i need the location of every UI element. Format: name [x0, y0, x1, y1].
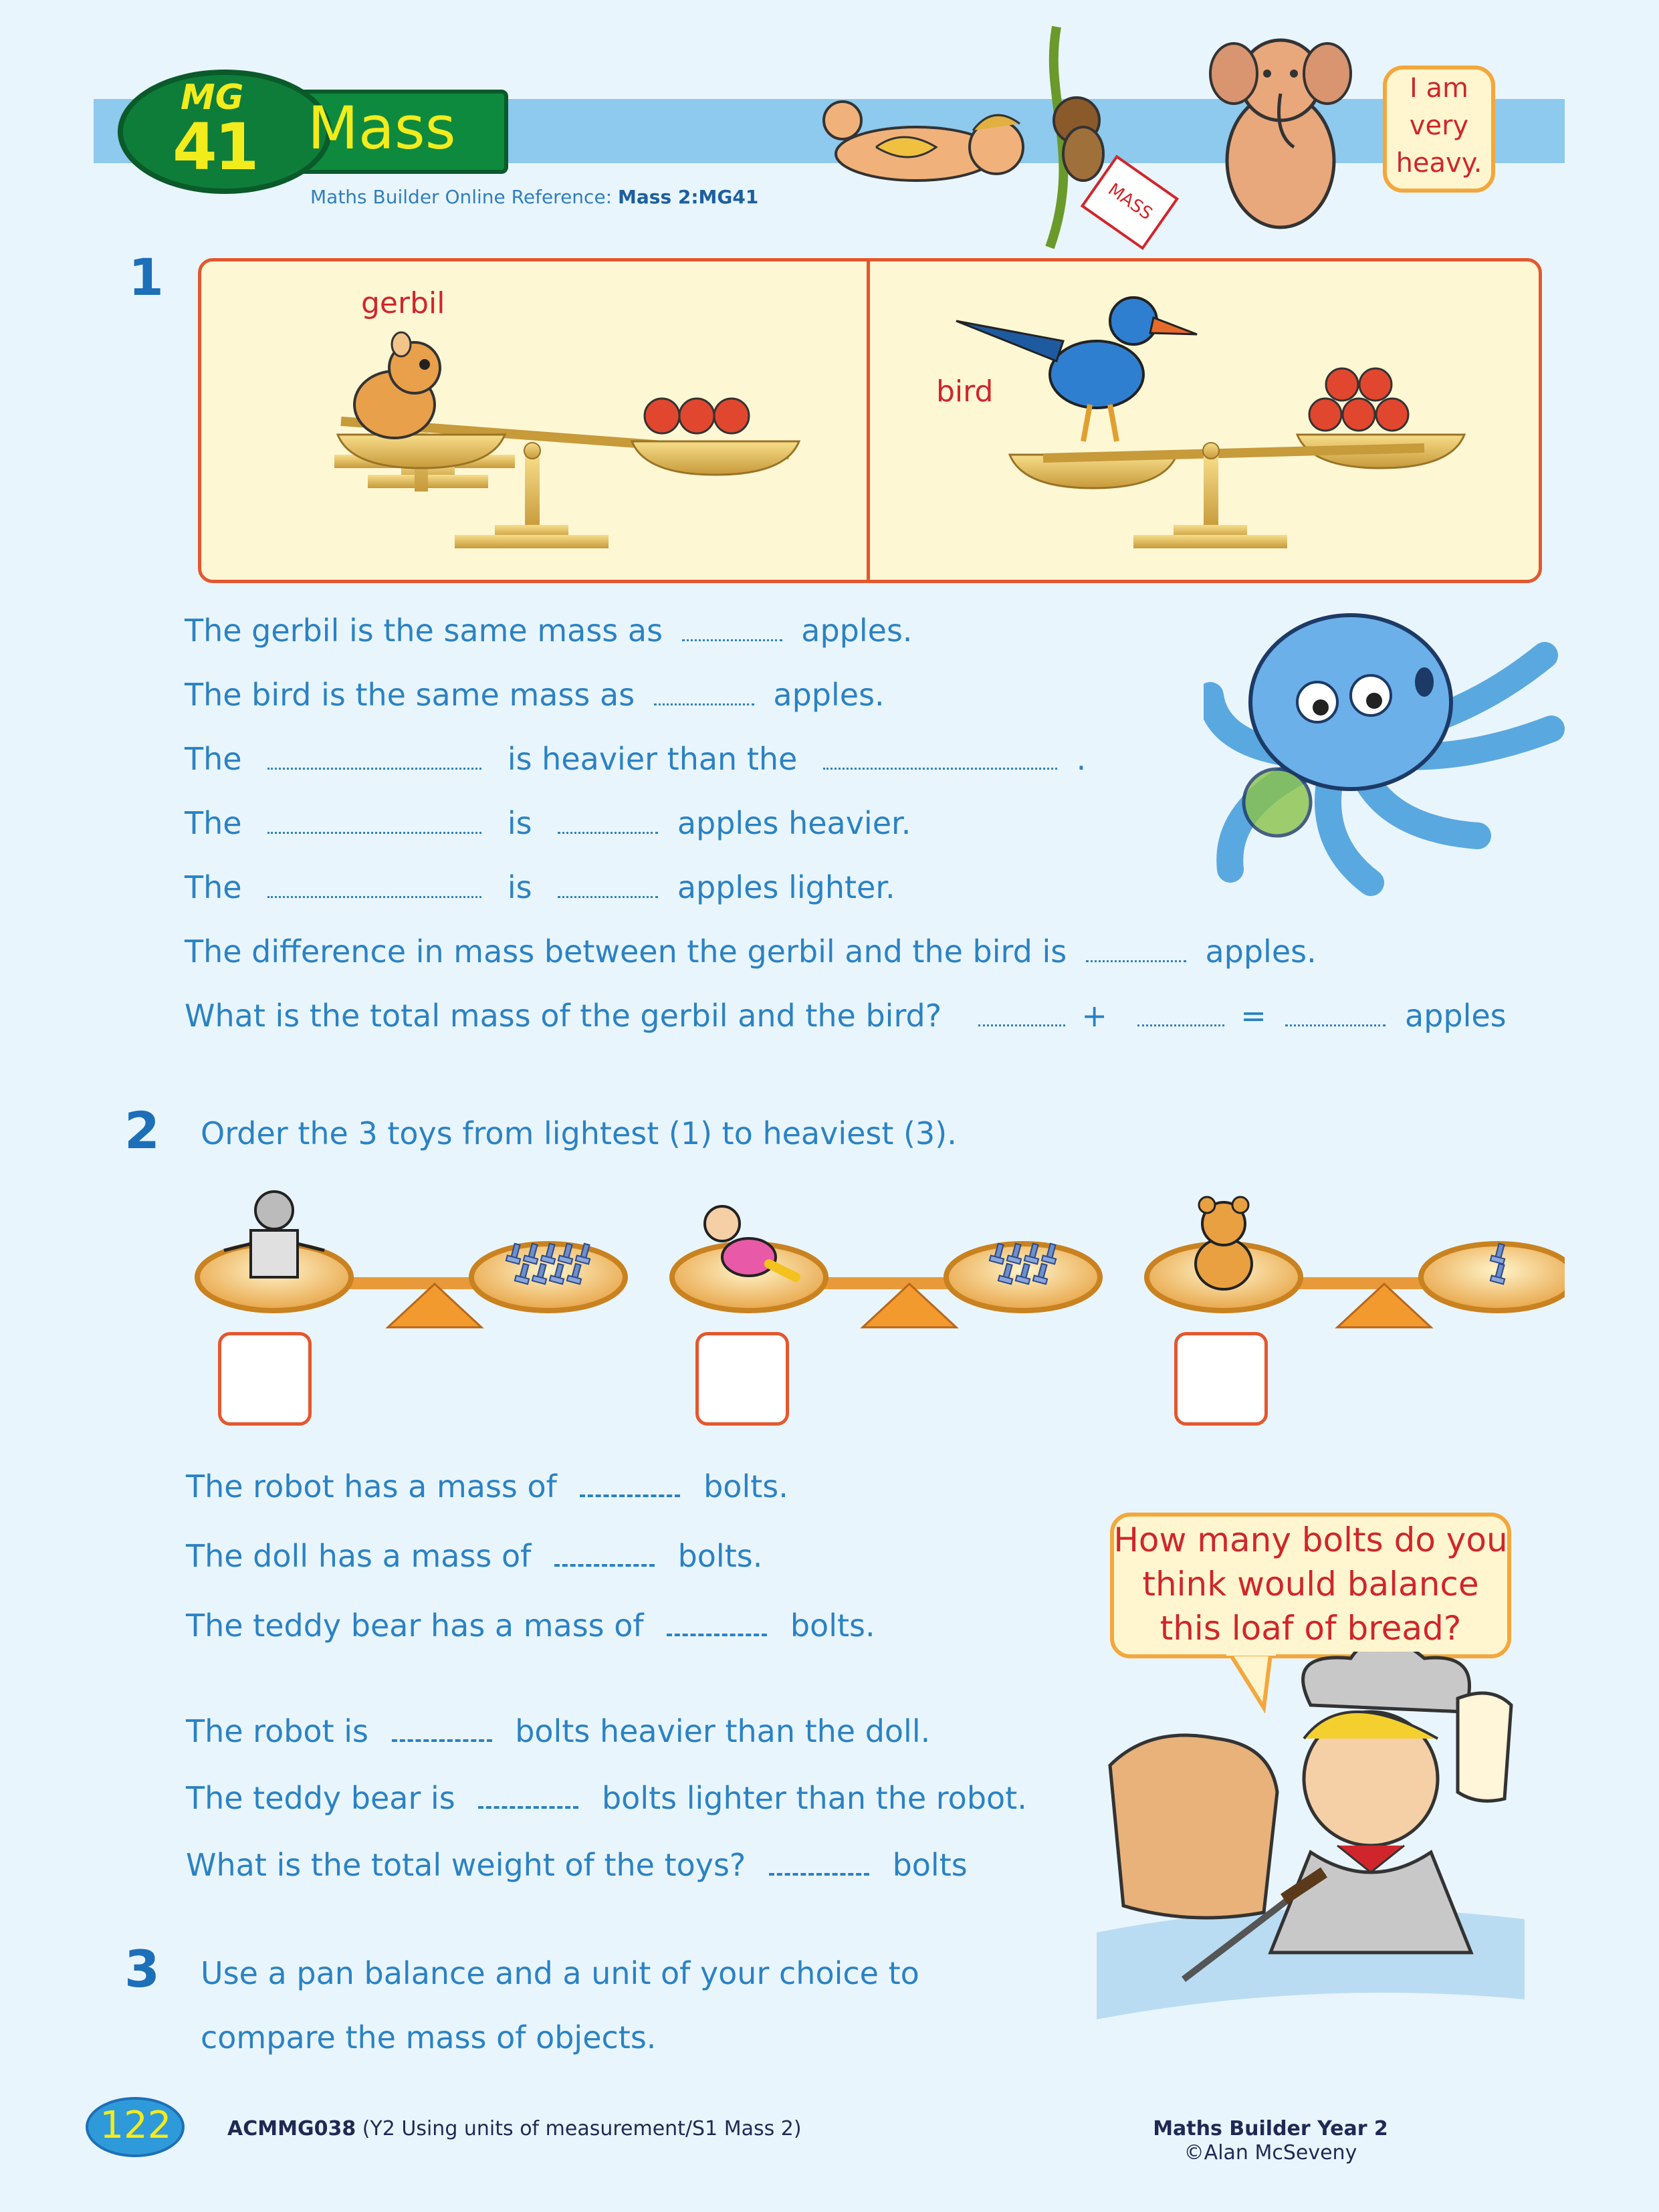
mass-sign-label: MASS	[1104, 179, 1156, 225]
answer-blank[interactable]	[978, 1002, 1065, 1026]
curriculum-code-desc: (Y2 Using units of measurement/S1 Mass 2)	[362, 2117, 802, 2140]
answer-blank[interactable]	[478, 1783, 578, 1809]
question-number-3: 3	[124, 1939, 160, 1999]
bird-label: bird	[936, 374, 994, 409]
q1-line-7	[185, 998, 1507, 1034]
badge-number: 41	[173, 110, 257, 185]
q1-line-5-end: apples lighter.	[677, 869, 895, 905]
q2-line-2-unit: bolts.	[677, 1538, 763, 1574]
bird-icon	[956, 298, 1197, 441]
elephant-speech-text	[1383, 70, 1495, 182]
q1-line-1-unit: apples.	[801, 613, 913, 649]
reference-label: Maths Builder Online Reference:	[310, 186, 613, 208]
q2-line-1-unit: bolts.	[703, 1468, 788, 1505]
octopus-illustration	[1204, 602, 1565, 896]
q2-line-6	[186, 1847, 968, 1883]
q1-line-5-text: The	[185, 869, 242, 905]
answer-blank[interactable]	[667, 1611, 767, 1636]
q2-line-2-text: The doll has a mass of	[186, 1538, 532, 1574]
chef-speech-text	[1110, 1518, 1511, 1650]
q1-line-1	[185, 613, 913, 649]
q1-line-3-middle: is heavier than the	[507, 741, 798, 777]
q1-line-2-text: The bird is the same mass as	[185, 677, 635, 713]
q1-line-7-unit: apples	[1405, 998, 1507, 1034]
q2-line-2	[186, 1538, 762, 1574]
q2-line-1	[186, 1468, 788, 1505]
q2-line-5-text: The teddy bear is	[186, 1780, 455, 1816]
q1-line-5	[185, 869, 895, 905]
q2-line-3	[186, 1608, 875, 1644]
curriculum-code-id: ACMMG038	[227, 2117, 356, 2140]
plus-sign: +	[1081, 998, 1107, 1034]
answer-blank[interactable]	[1086, 937, 1186, 962]
answer-blank[interactable]	[558, 809, 658, 834]
q1-line-6-text: The difference in mass between the gerbil and the bird is	[185, 933, 1067, 970]
q2-instruction: Order the 3 toys from lightest (1) to heaviest (3).	[201, 1115, 957, 1151]
reference-code: Mass 2:MG41	[618, 186, 759, 208]
chef-speech-line: think would balance	[1142, 1565, 1479, 1603]
q1-line-2	[185, 677, 885, 713]
q2-line-4	[186, 1713, 930, 1749]
q1-line-3-end: .	[1076, 741, 1087, 777]
answer-blank[interactable]	[769, 1850, 869, 1876]
elephant-speech-line: I am	[1410, 73, 1468, 104]
q2-line-6-unit: bolts	[892, 1847, 968, 1883]
q2-line-5	[186, 1780, 1027, 1816]
answer-blank[interactable]	[267, 745, 481, 770]
elephant-illustration	[1204, 27, 1357, 234]
q2-line-3-text: The teddy bear has a mass of	[186, 1608, 644, 1644]
answer-blank[interactable]	[580, 1472, 680, 1497]
copyright: ©Alan McSeveny	[1184, 2141, 1357, 2165]
q1-line-4	[185, 805, 911, 841]
q1-line-5-middle: is	[507, 869, 532, 905]
apples-gerbil-pan	[645, 399, 749, 433]
answer-blank[interactable]	[823, 745, 1057, 770]
curriculum-code	[227, 2117, 802, 2140]
q1-line-2-unit: apples.	[773, 677, 885, 713]
chef-bread-illustration	[1083, 1652, 1551, 2066]
elephant-speech-line: very	[1409, 110, 1469, 141]
q2-line-1-text: The robot has a mass of	[186, 1468, 557, 1505]
q1-line-3-text: The	[185, 741, 242, 777]
answer-blank[interactable]	[554, 1541, 655, 1567]
page-number: 122	[100, 2104, 172, 2147]
caveman-monkey-illustration	[802, 20, 1204, 254]
q2-line-6-text: What is the total weight of the toys?	[186, 1847, 746, 1883]
q1-line-4-text: The	[185, 805, 242, 841]
gerbil-label: gerbil	[361, 286, 445, 320]
pan-balances-q1	[201, 261, 1538, 582]
answer-blank[interactable]	[267, 873, 481, 898]
question-number-2: 2	[124, 1101, 160, 1160]
q2-line-4-end: bolts heavier than the doll.	[515, 1713, 931, 1749]
order-box-teddy-bear[interactable]	[1174, 1332, 1268, 1426]
book-title: Maths Builder Year 2	[1153, 2117, 1388, 2140]
answer-blank[interactable]	[1285, 1002, 1386, 1026]
chef-speech-line: this loaf of bread?	[1159, 1609, 1462, 1648]
order-box-doll[interactable]	[695, 1332, 789, 1426]
online-reference	[310, 186, 758, 208]
answer-blank[interactable]	[654, 681, 754, 705]
elephant-speech-line: heavy.	[1396, 148, 1482, 179]
gerbil-icon	[354, 332, 440, 438]
answer-blank[interactable]	[558, 873, 658, 898]
apples-bird-pan	[1309, 368, 1408, 431]
answer-blank[interactable]	[392, 1717, 492, 1742]
q2-line-5-end: bolts lighter than the robot.	[601, 1780, 1027, 1816]
book-credit	[1137, 2117, 1404, 2165]
order-box-robot[interactable]	[218, 1332, 312, 1426]
badge-prefix: MG	[181, 78, 244, 118]
q1-line-6-unit: apples.	[1205, 933, 1317, 970]
q1-line-7-text: What is the total mass of the gerbil and the bird?	[185, 998, 942, 1034]
q2-line-4-text: The robot is	[186, 1713, 368, 1749]
question-number-1: 1	[128, 247, 164, 307]
q2-line-3-unit: bolts.	[790, 1608, 875, 1644]
page-title: Mass	[308, 94, 456, 162]
q3-line-2: compare the mass of objects.	[201, 2019, 657, 2056]
answer-blank[interactable]	[267, 809, 481, 834]
see-saw-balances-q2	[187, 1184, 1565, 1337]
chef-speech-line: How many bolts do you	[1113, 1521, 1508, 1559]
q1-line-4-end: apples heavier.	[677, 805, 911, 841]
answer-blank[interactable]	[1137, 1002, 1224, 1026]
answer-blank[interactable]	[682, 617, 782, 641]
q1-line-1-text: The gerbil is the same mass as	[185, 613, 663, 649]
q1-line-6	[185, 933, 1317, 970]
equals-sign: =	[1240, 998, 1266, 1034]
q3-line-1: Use a pan balance and a unit of your choice to	[201, 1955, 919, 1991]
doll-balance	[672, 1206, 1100, 1327]
q1-line-3	[185, 741, 1086, 777]
q1-line-4-middle: is	[507, 805, 532, 841]
